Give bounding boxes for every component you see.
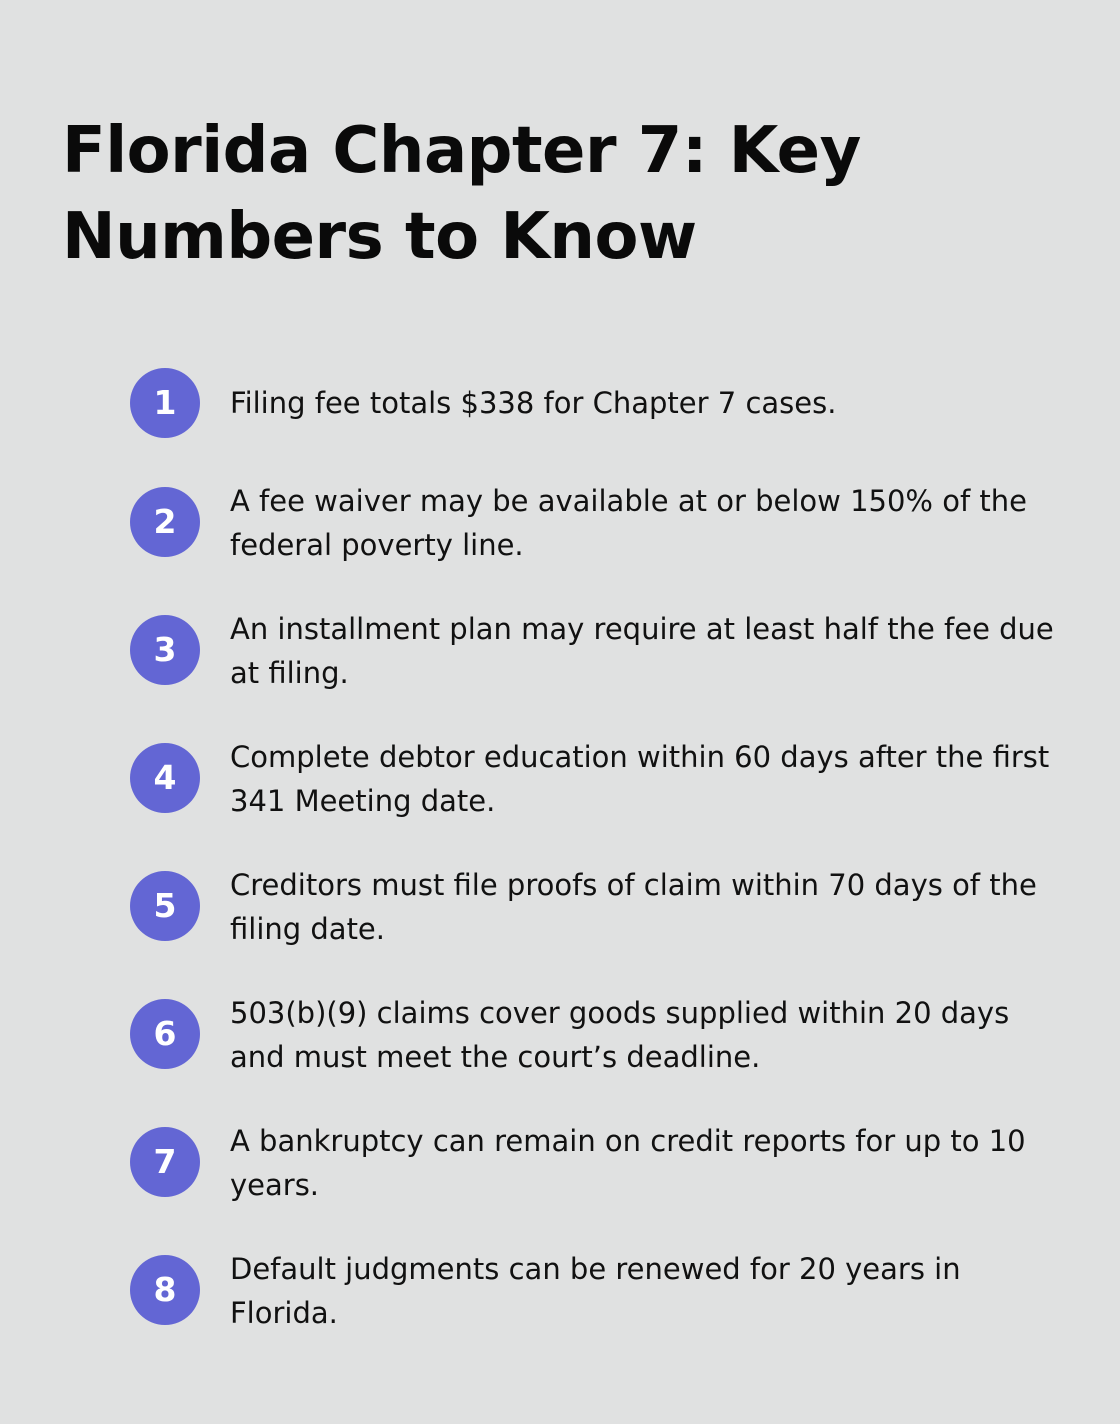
number-badge: 4 [130, 743, 200, 813]
item-text: Filing fee totals $338 for Chapter 7 cases. [230, 386, 837, 420]
page-title: Florida Chapter 7: Key Numbers to Know [62, 114, 861, 274]
item-text: A bankruptcy can remain on credit reports for up to 10 years. [230, 1124, 1026, 1202]
item-text: Complete debtor education within 60 days after the first 341 Meeting date. [230, 740, 1050, 818]
item-text: Creditors must file proofs of claim within 70 days of the filing date. [230, 868, 1037, 946]
number-badge: 5 [130, 871, 200, 941]
item-text: An installment plan may require at least half the fee due at filing. [230, 612, 1054, 690]
item-text: 503(b)(9) claims cover goods supplied within 20 days and must meet the court’s deadline. [230, 996, 1010, 1074]
number-badge: 8 [130, 1255, 200, 1325]
item-text: Default judgments can be renewed for 20 years in Florida. [230, 1252, 961, 1330]
item-text: A fee waiver may be available at or below 150% of the federal poverty line. [230, 484, 1027, 562]
number-badge: 2 [130, 487, 200, 557]
number-badge: 3 [130, 615, 200, 685]
number-badge: 6 [130, 999, 200, 1069]
number-badge: 1 [130, 368, 200, 438]
number-badge: 7 [130, 1127, 200, 1197]
